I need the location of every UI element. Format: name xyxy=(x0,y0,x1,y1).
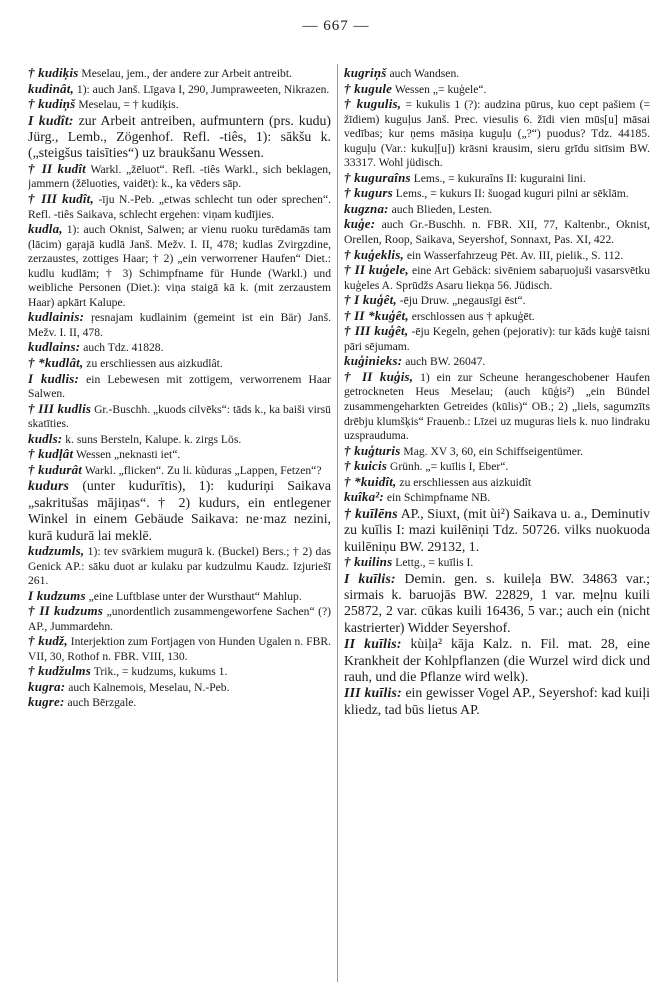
dictionary-entry xyxy=(28,604,331,634)
entry-definition: Gr.-Buschh. „kuods cilvēks“: tāds k., ka baiši virsū skatīties. xyxy=(28,402,331,431)
entry-headword: † kugule xyxy=(344,80,393,96)
entry-definition: auch Kalnemois, Meselau, N.-Peb. xyxy=(68,680,230,694)
entry-headword: I kuīlis: xyxy=(344,570,396,586)
dictionary-entry xyxy=(344,97,650,171)
entry-headword: kugriņš xyxy=(344,66,387,80)
entry-headword: II kuīlis: xyxy=(344,636,402,652)
entry-headword: kudlainis: xyxy=(28,309,85,325)
dictionary-entry xyxy=(344,66,650,82)
entry-headword: III kuīlis: xyxy=(344,685,402,701)
entry-headword: I kudît: xyxy=(28,112,74,128)
entry-headword: † III kudît, xyxy=(28,190,94,206)
entry-definition: kùiļa² kāja Kalz. n. Fil. mat. 28, eine Krankheit der Kohlpflanzen (die Wurzel wird dick und rauh, und die Pflanze wird welk). xyxy=(344,636,650,685)
entry-headword: † kuģturis xyxy=(344,442,401,458)
entry-definition: zur Arbeit antreiben, aufmuntern (prs. kudu) Jürg., Lemb., Zögenhof. Refl. -tiês, 1): sākšu k. („steigšus taisīties“) uz braukšanu Wessen. xyxy=(28,112,331,161)
entry-headword: † kudļât xyxy=(28,446,74,462)
dictionary-entry xyxy=(344,490,650,506)
entry-definition: k. suns Bersteln, Kalupe. k. zirgs Lös. xyxy=(65,432,242,446)
dictionary-entry xyxy=(28,432,331,448)
dictionary-entry xyxy=(344,202,650,218)
entry-headword: kugra: xyxy=(28,678,66,694)
entry-definition: AP., Siuxt, (mit ùi²) Saikava u. a., Deminutiv zu kuīlis I: mazi kuilēniņi Tdz. 50726. vilks nuokuoda kuilēniņu BW. 29132, 1. xyxy=(344,505,650,554)
dictionary-entry xyxy=(344,263,650,293)
entry-headword: † kudž, xyxy=(28,633,68,649)
dictionary-entry xyxy=(28,634,331,664)
dictionary-entry xyxy=(344,636,650,685)
entry-definition: Wessen „= kuģele“. xyxy=(394,82,487,96)
dictionary-entry xyxy=(344,309,650,325)
dictionary-entry xyxy=(28,97,331,113)
entry-definition: Demin. gen. s. kuileļa BW. 34863 var.; sirmais k. baruojās BW. 22829, 1 var. meļnu kuili 25872, 2 var. cūkas kuili 16436, 5 var.; auch ein (nicht kastrierter) Widder Seyershof. xyxy=(344,570,650,635)
dictionary-entry xyxy=(344,324,650,354)
entry-definition: (unter kudurītis), 1): kuduriņi Saikava „sakritušas mājiņas“. † 2) kudurs, ein entlegener Winkel in einem Gebäude Saikava: ne·maz nezini, kurā kudurā lai meklē. xyxy=(28,478,331,543)
entry-headword: kudinât, xyxy=(28,80,74,96)
dictionary-entry xyxy=(344,685,650,718)
entry-definition: -ēju Kegeln, gehen (pejorativ): tur kāds kuģē taisni pāri sējumam. xyxy=(344,325,650,353)
dictionary-entry xyxy=(28,222,331,310)
dictionary-entry xyxy=(344,354,650,370)
entry-definition: ein Lebewesen mit zottigem, verworrenem Haar Salwen. xyxy=(28,372,331,401)
entry-definition: 1): tev svārkiem mugurā k. (Buckel) Bers.; † 2) das Genick AP.: sāku duot ar kulaku par kudzulmu Kaudz. Izjuriešī 261. xyxy=(28,544,331,588)
entry-headword: kudlains: xyxy=(28,339,81,355)
entry-headword: kugzna: xyxy=(344,200,389,216)
entry-headword: kudzumls, xyxy=(28,542,85,558)
entry-headword: † kugurs xyxy=(344,185,393,201)
entry-definition: Meselau, jem., der andere zur Arbeit antreibt. xyxy=(81,67,292,80)
entry-headword: kuģe: xyxy=(344,216,376,232)
entry-definition: = kukulis 1 (?): audzina pūrus, kuo cept pašiem (= žīdiem) kuguļus Janš. Prec. viesulis 6. žīdi vien mūs[u] māsai vedības; kur ņems māsiņa kuguļu („?“) puodus? Tdz. 44185. kuguļu (Var.: kukuļ[u]) krāsni krausim, sieru grīdu sitīsim BW. 33317. Wohl jüdisch. xyxy=(344,98,650,170)
dictionary-entry xyxy=(344,293,650,309)
entry-definition: erschlossen aus † apkuģēt. xyxy=(411,309,535,323)
entry-definition: Mag. XV 3, 60, ein Schiffseigentümer. xyxy=(403,444,583,458)
entry-definition: -īju N.-Peb. „etwas schlecht tun oder sprechen“. Refl. -tiês Saikava, schlecht ergehen: viņam kudījies. xyxy=(28,192,331,221)
dictionary-entry xyxy=(344,217,650,247)
dictionary-entry xyxy=(28,66,331,82)
entry-definition: Lettg., = kuīlis I. xyxy=(395,556,474,570)
entry-headword: † II kudzums xyxy=(28,603,104,619)
dictionary-entry xyxy=(344,571,650,637)
entry-headword: † I kuģêt, xyxy=(344,292,397,308)
entry-headword: † II kudît xyxy=(28,160,86,176)
entry-headword: kuģinieks: xyxy=(344,353,403,369)
column-divider xyxy=(337,64,338,982)
entry-headword: kudls: xyxy=(28,430,63,446)
entry-definition: Lems., = kukurs II: šuogad kuguri pilni ar sēklām. xyxy=(395,187,629,201)
entry-headword: † *kudlât, xyxy=(28,354,84,370)
entry-definition: Warkl. „flicken“. Zu li. kùduras „Lappen, Fetzen“? xyxy=(84,463,322,477)
dictionary-entry xyxy=(344,555,650,571)
entry-definition: „unordentlich zusammengeworfene Sachen“ (?) AP., Jummardehn. xyxy=(28,605,331,633)
entry-definition: auch BW. 26047. xyxy=(405,355,486,369)
entry-definition: eine Art Gebäck: sivēniem sabaŗuojuši vasarsvētku kuģeles A. Sprūdžs Asaru liekņa 56. Jüdisch. xyxy=(344,264,650,292)
entry-definition: Meselau, = † kudiķis. xyxy=(78,98,179,112)
entry-definition: 1) ein zur Scheune herangeschobener Haufen getrockneten Heus Meselau; (auch kūģis²) „ein Bündel zusammengeharkten Getreides (kūlis)“ OB.; 2) „liels, sagumzīts drēbju klumšķis“ Frauenb.: Līzei uz muguras liels k. nuo lindraku uzsprauduma. xyxy=(344,370,650,443)
entry-headword: † III kuģêt, xyxy=(344,323,409,339)
entry-headword: † II kuģis, xyxy=(344,368,414,384)
entry-definition: Grünh. „= kuīlis I, Eber“. xyxy=(390,460,509,474)
dictionary-entry xyxy=(28,82,331,98)
entry-headword: † II *kuģêt, xyxy=(344,307,409,323)
entry-definition: auch Wandsen. xyxy=(389,67,460,80)
entry-headword: † kuģeklis, xyxy=(344,246,404,262)
entry-headword: † kugulis, xyxy=(344,96,402,112)
right-column xyxy=(344,66,650,986)
page-number: — 667 — xyxy=(302,18,370,34)
dictionary-entry xyxy=(28,113,331,162)
left-column xyxy=(28,66,331,986)
entry-definition: Interjektion zum Fortjagen von Hunden Ugalen n. FBR. VII, 30, Rothof n. FBR. VIII, 130. xyxy=(28,635,331,663)
entry-definition: Trik., = kudzums, kukums 1. xyxy=(93,665,228,679)
dictionary-entry xyxy=(28,680,331,696)
entry-definition: „eine Luftblase unter der Wursthaut“ Mahlup. xyxy=(88,589,302,603)
entry-definition: Lems., = kukuraîns II: kuguraini lini. xyxy=(413,171,586,185)
entry-definition: auch Bērzgale. xyxy=(67,696,137,710)
entry-headword: † kuicis xyxy=(344,458,388,474)
entry-headword: kudurs xyxy=(28,478,70,494)
entry-headword: † *kuidît, xyxy=(344,473,397,489)
dictionary-entry xyxy=(28,695,331,711)
entry-definition: Warkl. „žēluot“. Refl. -tiês Warkl., sich beklagen, jammern (žēluoties, vaidēt): k., ka vēders sāp. xyxy=(28,162,331,191)
entry-headword: kudla, xyxy=(28,221,63,237)
dictionary-entry xyxy=(344,82,650,98)
dictionary-entry xyxy=(28,544,331,589)
dictionary-entry xyxy=(344,475,650,491)
dictionary-entry xyxy=(344,444,650,460)
entry-definition: auch Blieden, Lesten. xyxy=(391,202,493,216)
entry-headword: kugre: xyxy=(28,694,65,710)
dictionary-entry xyxy=(344,186,650,202)
entry-definition: auch Gr.-Buschh. n. FBR. XII, 77, Kaltenbr., Oknist, Orellen, Roop, Saikava, Seyershof, Sonnaxt, Pas. XI, 422. xyxy=(344,218,650,247)
entry-definition: 1): auch Janš. Līgava I, 290, Jumpraweeten, Nikrazen. xyxy=(76,82,330,96)
entry-headword: † kudiķis xyxy=(28,66,79,80)
entry-definition: auch Tdz. 41828. xyxy=(83,341,164,355)
dictionary-entry xyxy=(28,310,331,340)
entry-headword: † kudurât xyxy=(28,461,83,477)
entry-definition: ŗesnajam kudlainim (gemeint ist ein Bär) Janš. Mežv. I. II, 478. xyxy=(28,311,331,339)
dictionary-entry xyxy=(344,506,650,555)
dictionary-entry xyxy=(28,478,331,544)
entry-headword: I kudlis: xyxy=(28,370,80,386)
entry-headword: † kudiņš xyxy=(28,96,76,112)
dictionary-entry xyxy=(28,589,331,605)
dictionary-entry xyxy=(28,447,331,463)
entry-definition: zu erschliessen aus aizkuidît xyxy=(399,475,532,489)
entry-headword: kuîka²: xyxy=(344,489,384,505)
entry-definition: ein Schimpfname NB. xyxy=(386,491,491,505)
entry-definition: 1): auch Oknist, Salwen; ar vienu ruoku turēdamās tam (lācim) gaŗajā kudlā Janš. Mežv. I. II, 478; kudlas Zvirgzdine, zerzaustes, zottiges Haar; † 2) „ein verworrener Haufen“ Diet.: kudlu kudlām; † 3) Schimpfname für Hunde (Warkl.) und weibliche Personen (Diet.): viņa staigā kā k. (mit zerzaustem Haar) apkārt Kalupe. xyxy=(28,223,331,309)
dictionary-entry xyxy=(28,356,331,372)
dictionary-entry xyxy=(28,340,331,356)
dictionary-entry xyxy=(28,664,331,680)
dictionary-entry xyxy=(344,370,650,444)
dictionary-entry xyxy=(28,162,331,192)
dictionary-entry xyxy=(28,402,331,432)
dictionary-entry xyxy=(344,248,650,264)
entry-headword: I kudzums xyxy=(28,587,86,603)
dictionary-entry xyxy=(28,463,331,479)
entry-definition: zu erschliessen aus aizkudlât. xyxy=(86,356,223,370)
entry-definition: ein Wasserfahrzeug Pēt. Av. III, pielik., S. 112. xyxy=(406,248,624,262)
entry-headword: † II kuģele, xyxy=(344,262,409,278)
entry-headword: † kudžulms xyxy=(28,663,91,679)
dictionary-entry xyxy=(28,192,331,222)
entry-headword: † kuilins xyxy=(344,554,393,570)
entry-headword: † kuguraîns xyxy=(344,169,411,185)
dictionary-entry xyxy=(344,459,650,475)
entry-definition: Wessen „neknasti iet“. xyxy=(75,448,181,462)
entry-headword: † kuīlēns xyxy=(344,505,398,521)
entry-definition: -ēju Druw. „negausīgi ēst“. xyxy=(399,294,526,308)
dictionary-entry xyxy=(344,171,650,187)
dictionary-entry xyxy=(28,372,331,402)
entry-definition: ein gewisser Vogel AP., Seyershof: kad kuiļi kliedz, tad būs lietus AP. xyxy=(344,685,650,717)
entry-headword: † III kudlis xyxy=(28,400,92,416)
